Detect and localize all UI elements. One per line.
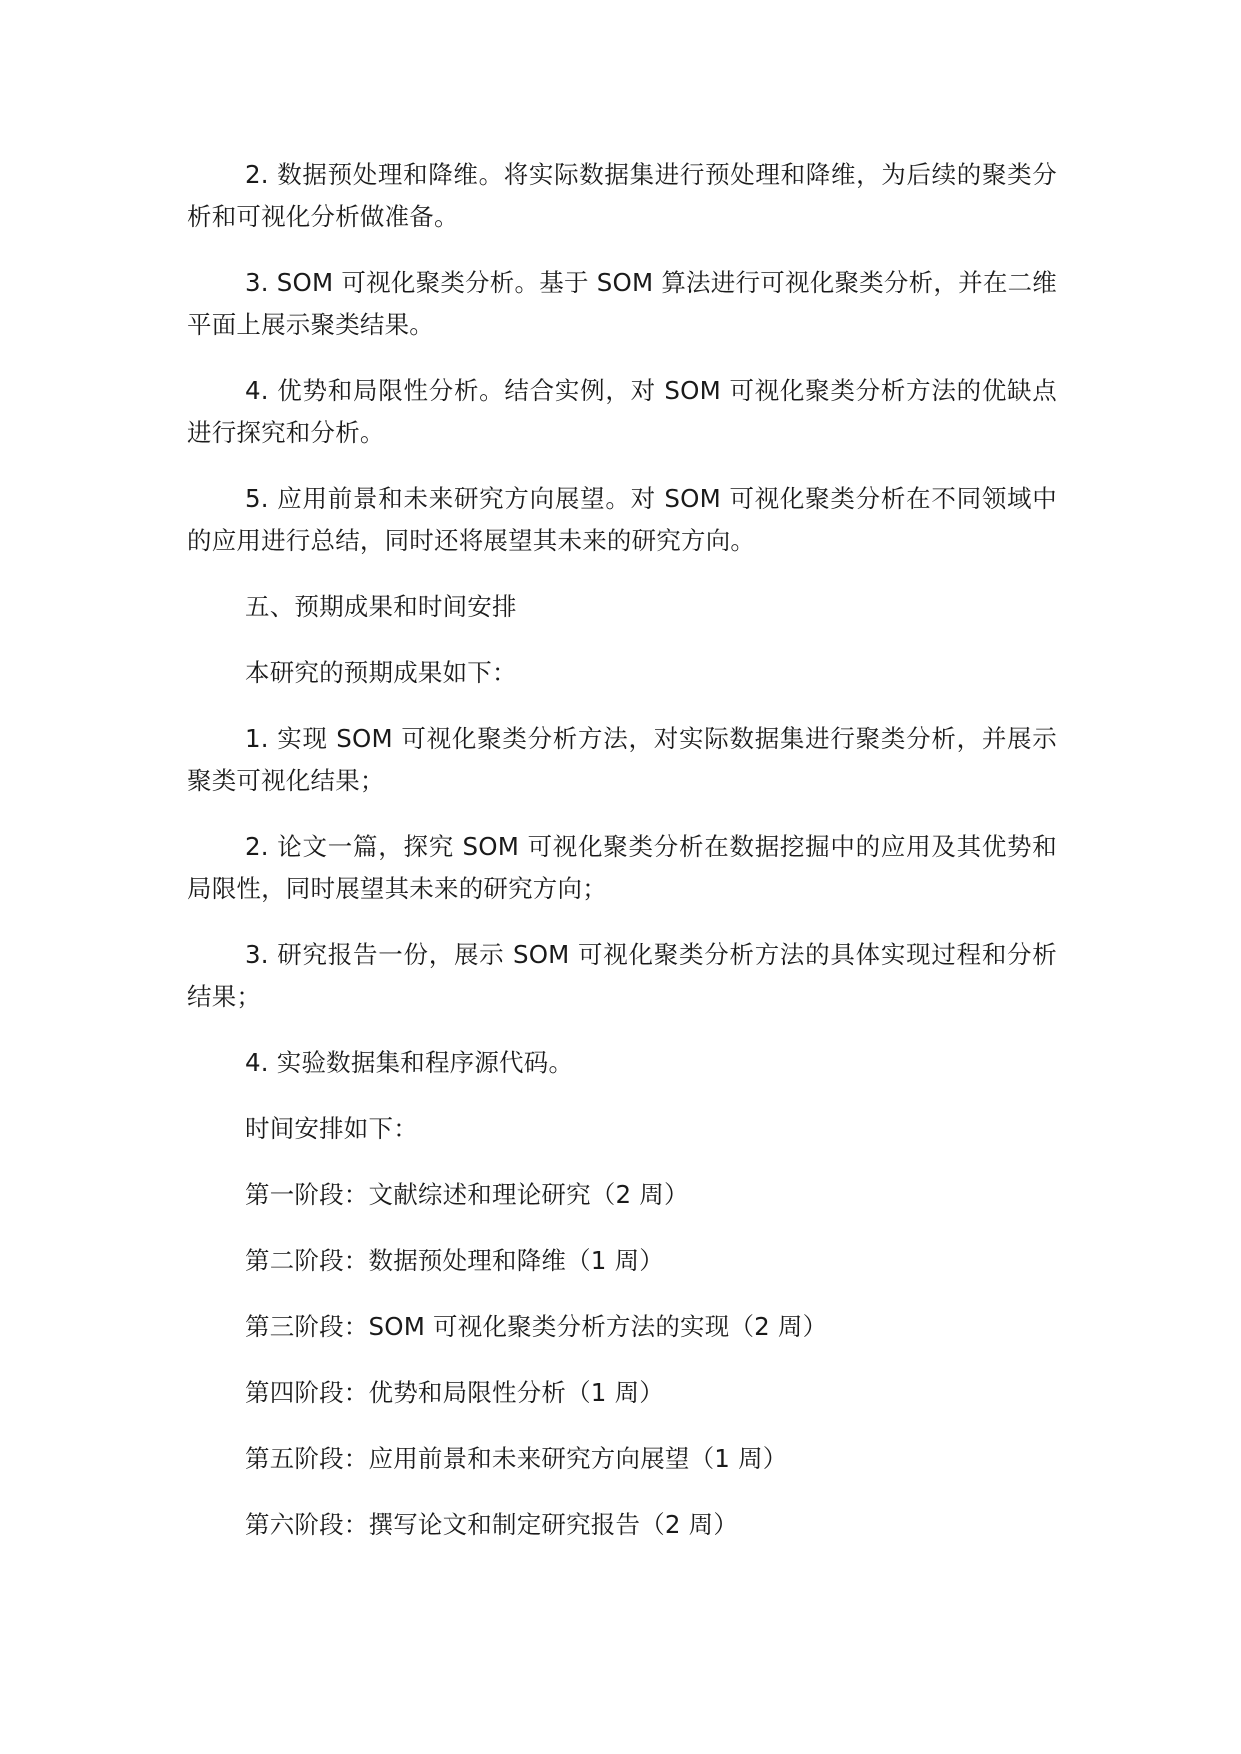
- paragraph-step-2: 2. 数据预处理和降维。将实际数据集进行预处理和降维，为后续的聚类分析和可视化分析做准备。: [187, 160, 1057, 231]
- outcome-item-2: 2. 论文一篇，探究 SOM 可视化聚类分析在数据挖掘中的应用及其优势和局限性，同时展望其未来的研究方向；: [187, 832, 1057, 903]
- outcome-item-1: 1. 实现 SOM 可视化聚类分析方法，对实际数据集进行聚类分析，并展示聚类可视化结果；: [187, 724, 1057, 795]
- paragraph-step-3: 3. SOM 可视化聚类分析。基于 SOM 算法进行可视化聚类分析，并在二维平面上展示聚类结果。: [187, 268, 1057, 339]
- paragraph-step-4: 4. 优势和局限性分析。结合实例，对 SOM 可视化聚类分析方法的优缺点进行探究和分析。: [187, 376, 1057, 447]
- document-body: [187, 154, 1057, 1570]
- schedule-stage-2: 第二阶段：数据预处理和降维（1 周）: [245, 1246, 664, 1275]
- schedule-stage-4: 第四阶段：优势和局限性分析（1 周）: [245, 1378, 664, 1407]
- schedule-stage-5: 第五阶段：应用前景和未来研究方向展望（1 周）: [245, 1444, 788, 1473]
- paragraph-step-5: 5. 应用前景和未来研究方向展望。对 SOM 可视化聚类分析在不同领域中的应用进行总结，同时还将展望其未来的研究方向。: [187, 484, 1057, 555]
- outcomes-intro: 本研究的预期成果如下：: [245, 658, 517, 687]
- section-heading: 五、预期成果和时间安排: [245, 592, 517, 621]
- schedule-intro: 时间安排如下：: [245, 1114, 418, 1143]
- outcome-item-3: 3. 研究报告一份，展示 SOM 可视化聚类分析方法的具体实现过程和分析结果；: [187, 940, 1057, 1011]
- schedule-stage-3: 第三阶段：SOM 可视化聚类分析方法的实现（2 周）: [245, 1312, 828, 1341]
- schedule-stage-6: 第六阶段：撰写论文和制定研究报告（2 周）: [245, 1510, 739, 1539]
- schedule-stage-1: 第一阶段：文献综述和理论研究（2 周）: [245, 1180, 689, 1209]
- outcome-item-4: 4. 实验数据集和程序源代码。: [245, 1048, 574, 1077]
